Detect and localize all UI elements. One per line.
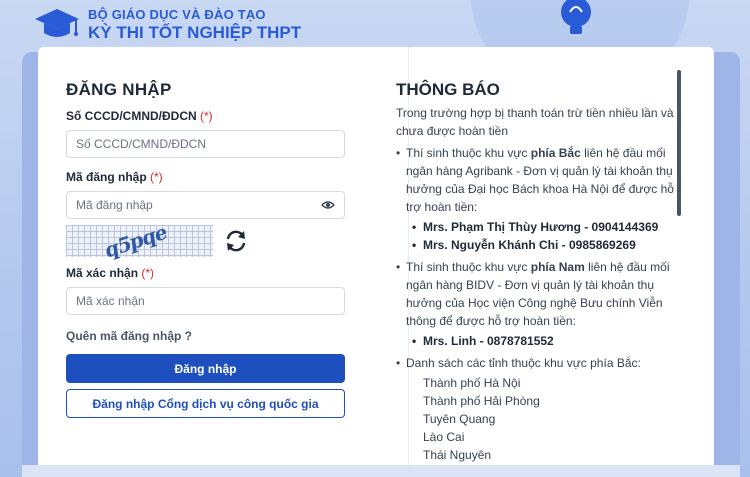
lightbulb-icon: [550, 0, 602, 44]
refresh-icon[interactable]: [223, 228, 249, 254]
region-south: phía Nam: [530, 260, 585, 274]
notice-item-south: • Thí sinh thuộc khu vực phía Nam liên hệ đầu mối ngân hàng BIDV - Đơn vị quản lý tài khoản thụ hưởng của Học viện Công nghệ Bưu chính Viễn thông để được hỗ trợ hoàn tiền: • Mrs. Linh - 0878781552: [396, 258, 686, 350]
site-header: [34, 6, 301, 44]
captcha-image: q5pqe: [66, 225, 213, 257]
notice-item-north: • Thí sinh thuộc khu vực phía Bắc liên hệ đầu mối ngân hàng Agribank - Đơn vị quản lý tài khoản thụ hưởng của Đại học Bách khoa Hà Nội để được hỗ trợ hoàn tiền: • Mrs. Phạm Thị Thùy Hương - 0904144369 • Mrs. Nguyễn Khánh Chi - 0985869269: [396, 144, 686, 254]
province-item: Thành phố Hải Phòng: [423, 394, 540, 408]
exam-name: KỲ THI TỐT NGHIỆP THPT: [88, 23, 302, 42]
national-portal-login-button[interactable]: Đăng nhập Cổng dịch vụ công quốc gia: [66, 389, 345, 418]
captcha-row: [66, 219, 345, 263]
graduation-cap-icon: [34, 6, 80, 44]
notice-item-provinces: • Danh sách các tỉnh thuộc khu vực phía Bắc: Thành phố Hà Nội Thành phố Hải Phòng Tuyên Quang Lào Cai Thái Nguyên: [396, 354, 686, 464]
ministry-name: BỘ GIÁO DỤC VÀ ĐÀO TẠO: [88, 7, 266, 22]
login-button[interactable]: Đăng nhập: [66, 354, 345, 383]
notice-scrollbar[interactable]: [677, 70, 681, 216]
password-label: Mã đăng nhập (*): [66, 170, 163, 184]
login-title: ĐĂNG NHẬP: [66, 80, 172, 99]
province-item: Lào Cai: [423, 430, 465, 444]
contact-item: • Mrs. Phạm Thị Thùy Hương - 0904144369: [406, 218, 686, 236]
id-label: Số CCCD/CMND/ĐDCN (*): [66, 109, 213, 123]
required-mark: (*): [200, 109, 213, 123]
book-bottom-edge: [22, 465, 740, 477]
login-form: [66, 80, 345, 418]
password-input[interactable]: Mã đăng nhập: [66, 191, 345, 219]
notice-title: THÔNG BÁO: [396, 80, 500, 99]
province-item: Thành phố Hà Nội: [423, 376, 521, 390]
required-mark: (*): [150, 170, 163, 184]
province-item: Tuyên Quang: [423, 412, 496, 426]
captcha-input[interactable]: Mã xác nhận: [66, 287, 345, 315]
eye-icon[interactable]: [321, 200, 335, 210]
captcha-label: Mã xác nhận (*): [66, 266, 155, 280]
required-mark: (*): [141, 266, 155, 280]
notice-intro: Trong trường hợp bị thanh toán trừ tiền nhiều lần và chưa được hoàn tiền: [396, 106, 674, 138]
forgot-password-link[interactable]: Quên mã đăng nhập ?: [66, 329, 193, 343]
contact-item: • Mrs. Nguyễn Khánh Chi - 0985869269: [406, 236, 686, 254]
region-north: phía Bắc: [530, 146, 581, 160]
contact-item: • Mrs. Linh - 0878781552: [406, 332, 686, 350]
notice-panel: [396, 80, 686, 462]
province-item: Thái Nguyên: [423, 448, 492, 462]
id-input[interactable]: Số CCCD/CMND/ĐDCN: [66, 130, 345, 158]
